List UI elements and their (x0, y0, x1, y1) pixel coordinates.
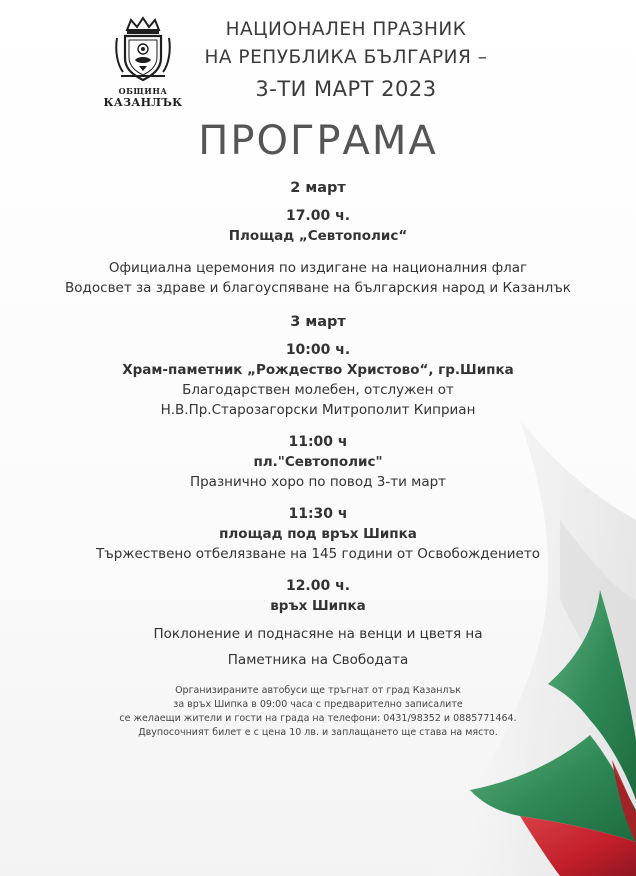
header-line-2: НА РЕПУБЛИКА БЪЛГАРИЯ – (204, 47, 488, 68)
logo-line-kazanlak: КАЗАНЛЪК (103, 96, 183, 109)
event-2-place: пл."Севтополис" (253, 454, 383, 470)
poster-header (196, 16, 496, 106)
event-3-place: площад под връх Шипка (219, 526, 417, 542)
event-3-desc-1: Тържествено отбелязване на 145 години от Освобождението (96, 546, 540, 562)
event-4-time: 12.00 ч. (285, 578, 351, 594)
note-line-4: Двупосочният билет е с цена 10 лв. и заплащането ще става на място. (138, 727, 498, 738)
day-1-time: 17.00 ч. (285, 208, 351, 224)
kazanlak-coat-of-arms-icon (113, 16, 173, 84)
day-1-desc-2: Водосвет за здраве и благоуспяване на българския народ и Казанлък (65, 280, 571, 296)
event-4-place: връх Шипка (270, 598, 366, 614)
header-date: 3-ТИ МАРТ 2023 (255, 77, 437, 101)
program-content (0, 178, 636, 740)
event-3-time: 11:30 ч (288, 506, 348, 522)
header-line-1: НАЦИОНАЛЕН ПРАЗНИК (225, 19, 467, 40)
day-1-desc-1: Официална церемония по издигане на националния флаг (108, 260, 528, 276)
logo-line-obshtina: ОБЩИНА (118, 86, 168, 96)
program-title: ПРОГРАМА (198, 118, 438, 164)
event-1-desc-2: Н.В.Пр.Старозагорски Митрополит Киприан (160, 402, 476, 418)
event-4-desc-2: Паметника на Свободата (227, 652, 409, 668)
event-2-desc-1: Празнично хоро по повод 3-ти март (189, 474, 447, 490)
note-line-1: Организираните автобуси ще тръгнат от град Казанлък (175, 685, 461, 696)
note-line-2: за връх Шипка в 09:00 часа с предварително записалите (173, 699, 463, 710)
day-1-date: 2 март (290, 180, 346, 196)
event-1-desc-1: Благодарствен молебен, отслужен от (182, 382, 454, 398)
day-1-place: Площад „Севтополис“ (228, 228, 408, 244)
event-1-place: Храм-паметник „Рождество Христово“, гр.Шипка (122, 362, 514, 378)
event-2-time: 11:00 ч (288, 434, 348, 450)
event-4-desc-1: Поклонение и поднасяне на венци и цветя на (153, 626, 483, 642)
note-line-3: се желаещи жители и гости на града на телефони: 0431/98352 и 0885771464. (119, 713, 517, 724)
day-2-date: 3 март (290, 314, 346, 330)
municipality-logo (100, 16, 186, 109)
event-1-time: 10:00 ч. (285, 342, 351, 358)
